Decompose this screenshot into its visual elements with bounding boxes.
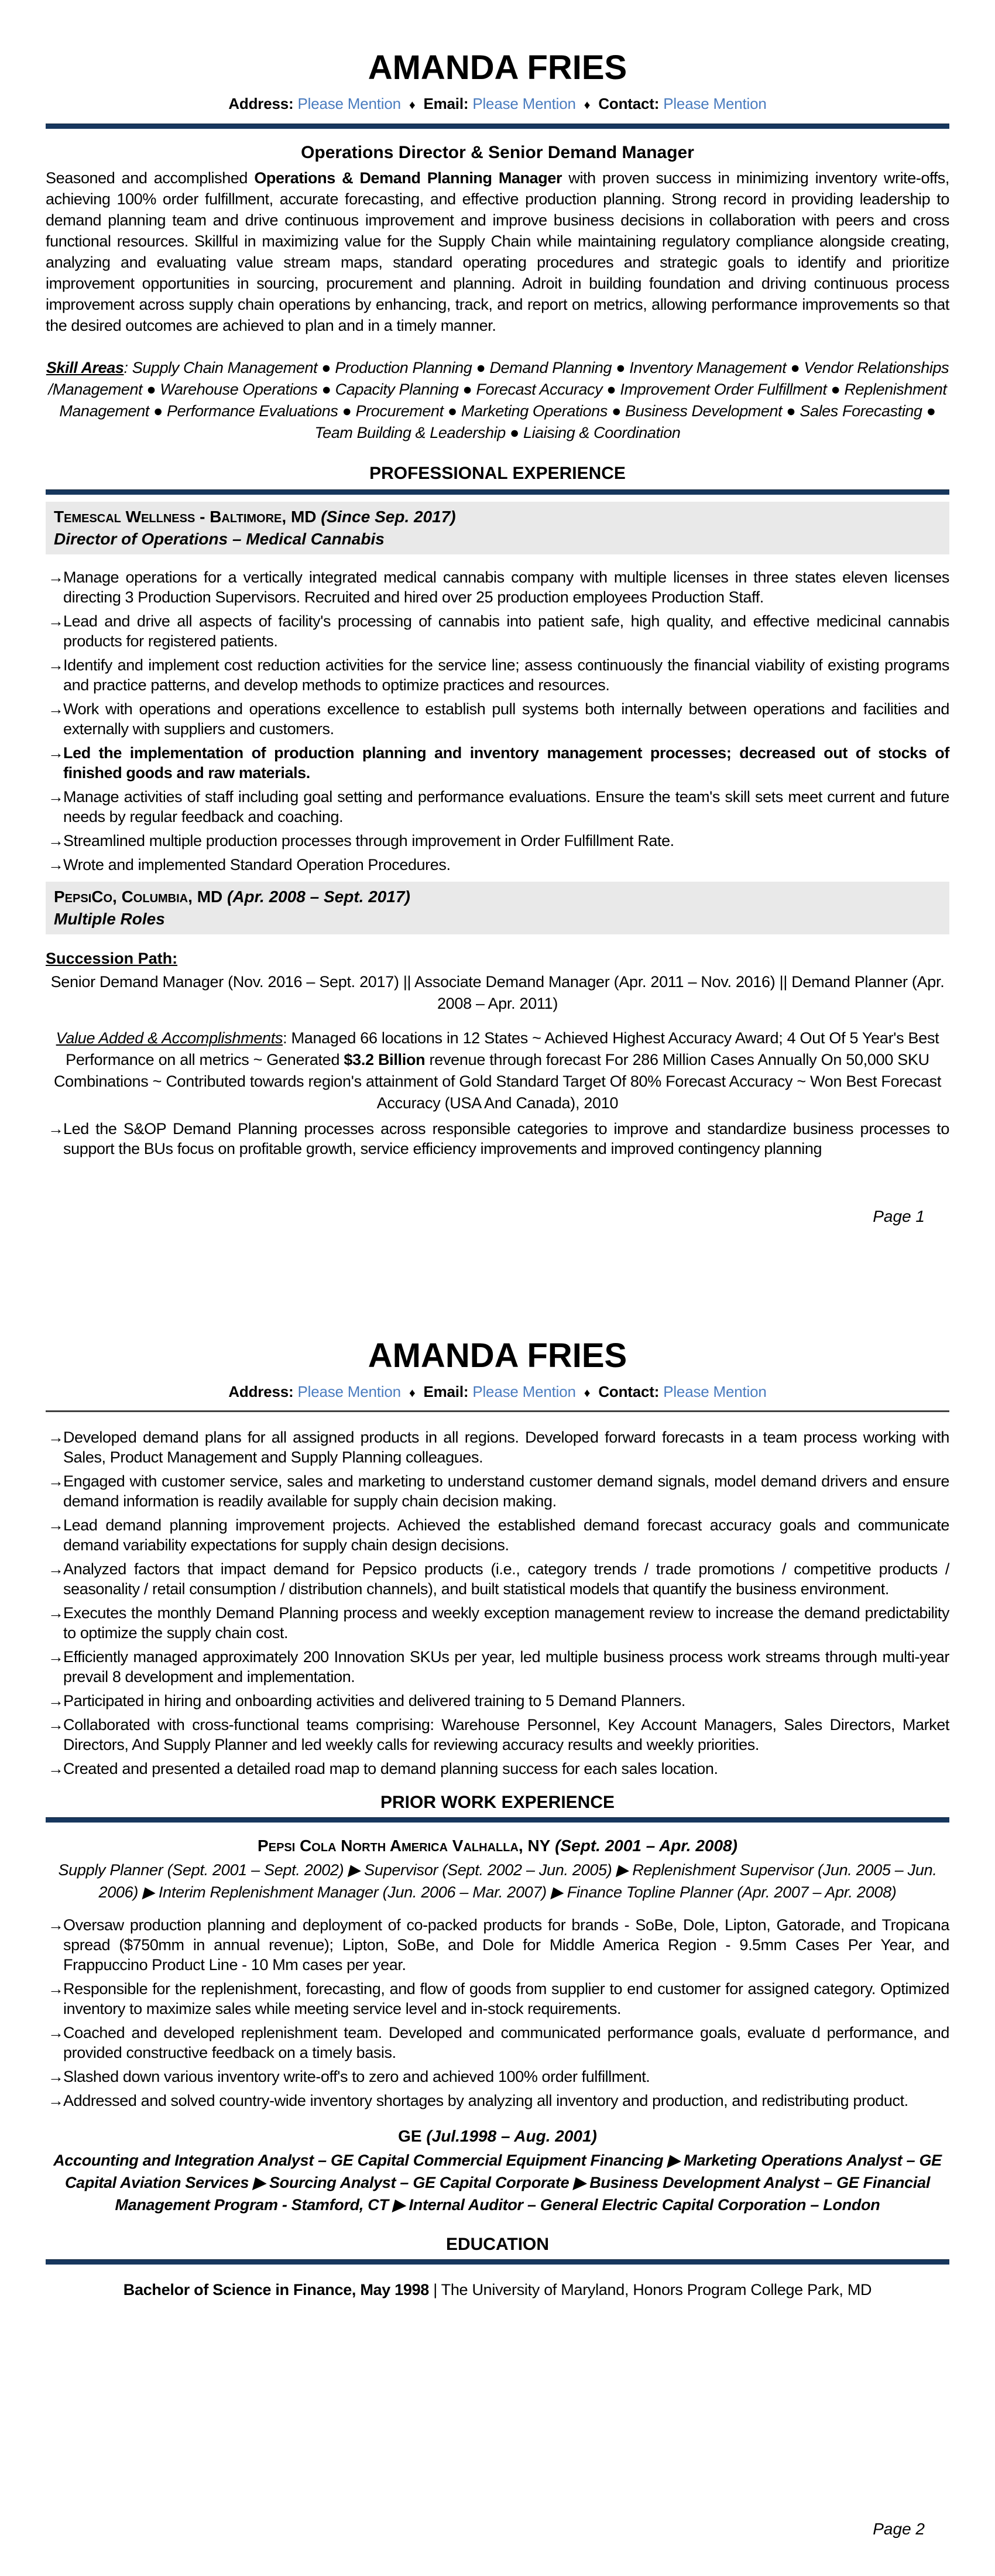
bullet-item: → Work with operations and operations excellence to establish pull systems both internally between operations and facilities and externally with suppliers and customers. [46,699,949,739]
email-link[interactable]: Please Mention [472,1382,576,1400]
succession-path-label: Succession Path: [46,949,178,967]
phone-link[interactable]: Please Mention [663,94,767,112]
contact-line [46,95,949,113]
bullet-item: → Wrote and implemented Standard Operation Procedures. [46,855,949,875]
resume-name: AMANDA FRIES [368,49,627,87]
bullet-item: → Analyzed factors that impact demand for Pepsico products (i.e., category trends / trade promotions / competitive products / seasonality / retail consumption / distribution channels), and built statistical models that quantify the business environment. [46,1559,949,1599]
section-divider [46,1817,949,1823]
bullet-item: → Executes the monthly Demand Planning process and weekly exception management review to increase the demand predictability to optimize the supply chain cost. [46,1603,949,1643]
company-name: GE [398,2126,422,2145]
bullet-item: → Created and presented a detailed road map to demand planning success for each sales location. [46,1759,949,1779]
bullet-item: → Slashed down various inventory write-off's to zero and achieved 100% order fulfillment. [46,2067,949,2087]
section-heading-education: EDUCATION [445,2234,550,2254]
bullet-item: → Led the implementation of production planning and inventory management processes; decreased out of stocks of finished goods and raw materials. [46,743,949,783]
summary-bold-title: Operations & Demand Planning Manager [254,169,562,187]
role-title: Multiple Roles [54,909,165,928]
diamond-separator-icon: ♦ [584,1386,591,1400]
phone-label: Contact: [598,94,660,112]
company-name: PepsiCo, Columbia, MD [54,887,223,906]
bullet-item: → Oversaw production planning and deployment of co-packed products for brands - SoBe, Dole, Lipton, Gatorade, and Tropicana spread ($750mm in annual revenue); Lipton, SoBe, and Dole for Middle America Region - 9.5mm Cases Per Year, and Frappuccino Product Line - 10 Mm cases per year. [46,1915,949,1975]
bullet-list-pepsi-cola [46,1915,949,2111]
diamond-separator-icon: ♦ [584,98,591,112]
company-line-pepsi-cola [46,1837,949,1855]
bullet-item: → Led the S&OP Demand Planning processes across responsible categories to improve and standardize business processes to support the BUs focus on profitable growth, service efficiency improvements and improved contingency planning [46,1119,949,1159]
bullet-item: → Lead and drive all aspects of facility's processing of cannabis into patient safe, high quality, and effective medicinal cannabis products for registered patients. [46,611,949,651]
company-band-pepsico [46,882,949,934]
diamond-separator-icon: ♦ [409,1386,416,1400]
address-link[interactable]: Please Mention [297,1382,401,1400]
role-title: Director of Operations – Medical Cannabis [54,529,385,548]
bullet-item: → Coached and developed replenishment team. Developed and communicated performance goals, evaluate d performance, and provided constructive feedback on a timely basis. [46,2023,949,2063]
revenue-figure: $3.2 Billion [344,1050,426,1068]
section-heading-professional-experience: PROFESSIONAL EXPERIENCE [369,463,626,483]
bullet-item: → Efficiently managed approximately 200 Innovation SKUs per year, led multiple business process work streams through multi-year prevail 8 development and implementation. [46,1647,949,1687]
bullet-list-pepsico-continued [46,1427,949,1779]
skill-areas-line: Skill Areas: Supply Chain Management ● Production Planning ● Demand Planning ● Inventory Management ● Vendor Relationships /Management ● Warehouse Operations ● Capacity Planning ● Forecast Accuracy ● Improvement Order Fulfillment ● Replenishment Management ● Performance Evaluations ● Procurement ● Marketing Operations ● Business Development ● Sales Forecasting ● Team Building & Leadership ● Liaising & Coordination [46,358,949,441]
header-divider [46,124,949,129]
email-link[interactable]: Please Mention [472,94,576,112]
section-heading-prior-work-experience: PRIOR WORK EXPERIENCE [380,1792,615,1812]
company-line [54,508,941,526]
bullet-item: → Engaged with customer service, sales and marketing to understand customer demand signals, model demand drivers and ensure demand information is readily available for supply chain decision making. [46,1471,949,1511]
resume-page-2 [0,1288,995,2576]
succession-path-text: Senior Demand Manager (Nov. 2016 – Sept. 2017) || Associate Demand Manager (Apr. 2011 – Nov. 2016) || Demand Planner (Apr. 2008 – Apr. 2011) [50,972,945,1012]
page-number-label: Page 1 [873,1207,925,1225]
university-name: | The University of Maryland, Honors Program College Park, MD [429,2280,872,2298]
email-label: Email: [423,1382,469,1400]
contact-line [46,1383,949,1401]
bullet-item: → Streamlined multiple production processes through improvement in Order Fulfillment Rate. [46,831,949,851]
bullet-item: → Participated in hiring and onboarding activities and delivered training to 5 Demand Planners. [46,1691,949,1711]
address-label: Address: [228,1382,294,1400]
address-link[interactable]: Please Mention [297,94,401,112]
email-label: Email: [423,94,469,112]
section-divider [46,489,949,495]
bullet-item: → Manage operations for a vertically integrated medical cannabis company with multiple licenses in three states eleven licenses directing 3 Production Supervisors. Recruited and hired over 25 production employees Production Staff. [46,567,949,607]
ge-roles-text: Accounting and Integration Analyst – GE Capital Commercial Equipment Financing ▶ Marketing Operations Analyst – GE Capital Aviation Services ▶ Sourcing Analyst – GE Capital Corporate ▶ Business Development Analyst – GE Financial Management Program - Stamford, CT ▶ Internal Auditor – General Electric Capital Corporation – London [53,2151,942,2214]
header-divider-thin [46,1410,949,1412]
company-name: Temescal Wellness - Baltimore, MD [54,507,317,526]
headline: Operations Director & Senior Demand Manager [301,142,694,162]
value-added-label: Value Added & Accomplishments [56,1029,283,1047]
bullet-item: → Addressed and solved country-wide inventory shortages by analyzing all inventory and production, and redistributing product. [46,2091,949,2111]
value-added-paragraph: Value Added & Accomplishments: Managed 66 locations in 12 States ~ Achieved Highest Accuracy Award; 4 Out Of 5 Year's Best Performance on all metrics ~ Generated $3.2 Billion revenue through forecast For 286 Million Cases Annually On 50,000 SKU Combinations ~ Contributed towards region's attainment of Gold Standard Target Of 80% Forecast Accuracy ~ Won Best Forecast Accuracy (USA And Canada), 2010 [53,1029,942,1112]
roles-progression-text: Supply Planner (Sept. 2001 – Sept. 2002) ▶ Supervisor (Sept. 2002 – Jun. 2005) ▶ Replenishment Supervisor (Jun. 2005 – Jun. 2006) ▶ Interim Replenishment Manager (Jun. 2006 – Mar. 2007) ▶ Finance Topline Planner (Apr. 2007 – Apr. 2008) [58,1861,937,1901]
company-dates: (Apr. 2008 – Sept. 2017) [222,887,410,906]
bullet-item: → Lead demand planning improvement projects. Achieved the established demand forecast accuracy goals and communicate demand variability expectations for supply chain design decisions. [46,1515,949,1555]
company-line-ge [46,2127,949,2146]
company-dates: (Jul.1998 – Aug. 2001) [421,2126,597,2145]
skill-areas-label: Skill Areas [46,358,124,376]
page-number-label: Page 2 [873,2520,925,2538]
bullet-item: → Manage activities of staff including goal setting and performance evaluations. Ensure the team's skill sets meet current and future needs by regular feedback and coaching. [46,787,949,827]
diamond-separator-icon: ♦ [409,98,416,112]
resume-name: AMANDA FRIES [368,1337,627,1375]
bullet-list-temescal [46,567,949,875]
phone-label: Contact: [598,1382,660,1400]
section-divider [46,2259,949,2265]
company-dates: (Sept. 2001 – Apr. 2008) [550,1836,737,1855]
education-entry [46,2281,949,2299]
summary-paragraph: Seasoned and accomplished Operations & Demand Planning Manager with proven success in minimizing inventory write-offs, achieving 100% order fulfillment, accurate forecasting, and effective production planning. Strong record in providing leadership to demand planning team and drive continuous improvement and improve business decisions in collaboration with peers and cross functional resources. Skillful in maximizing value for the Supply Chain while maintaining regulatory compliance alongside creating, analyzing and evaluating value stream maps, standard operating procedures and strategic goals to identify and prioritize improvement opportunities in sourcing, procurement and planning. Adroit in building foundation and driving continuous process improvement across supply chain operations by enhancing, track, and report on metrics, allowing performance improvements so that the desired outcomes are achieved to plan and in a timely manner. [46,169,950,334]
company-dates: (Since Sep. 2017) [316,507,456,526]
company-name: Pepsi Cola North America Valhalla, NY [258,1836,551,1855]
bullet-item: → Responsible for the replenishment, forecasting, and flow of goods from supplier to end customer for assigned category. Optimized inventory to maximize sales while meeting service level and in-stock requirements. [46,1979,949,2019]
phone-link[interactable]: Please Mention [663,1382,767,1400]
address-label: Address: [228,94,294,112]
bullet-item: → Developed demand plans for all assigned products in all regions. Developed forward forecasts in a team process working with Sales, Product Management and Supply Planning colleagues. [46,1427,949,1467]
bullet-item: → Collaborated with cross-functional teams comprising: Warehouse Personnel, Key Account Managers, Sales Directors, Market Directors, And Supply Planner and led weekly calls for reviewing accuracy results and weekly priorities. [46,1715,949,1755]
company-band-temescal [46,502,949,554]
company-line [54,888,941,906]
bullet-item: → Identify and implement cost reduction activities for the service line; assess continuously the financial viability of existing programs and practice patterns, and develop methods to optimize practices and resources. [46,655,949,695]
degree-name: Bachelor of Science in Finance, May 1998 [123,2280,430,2298]
